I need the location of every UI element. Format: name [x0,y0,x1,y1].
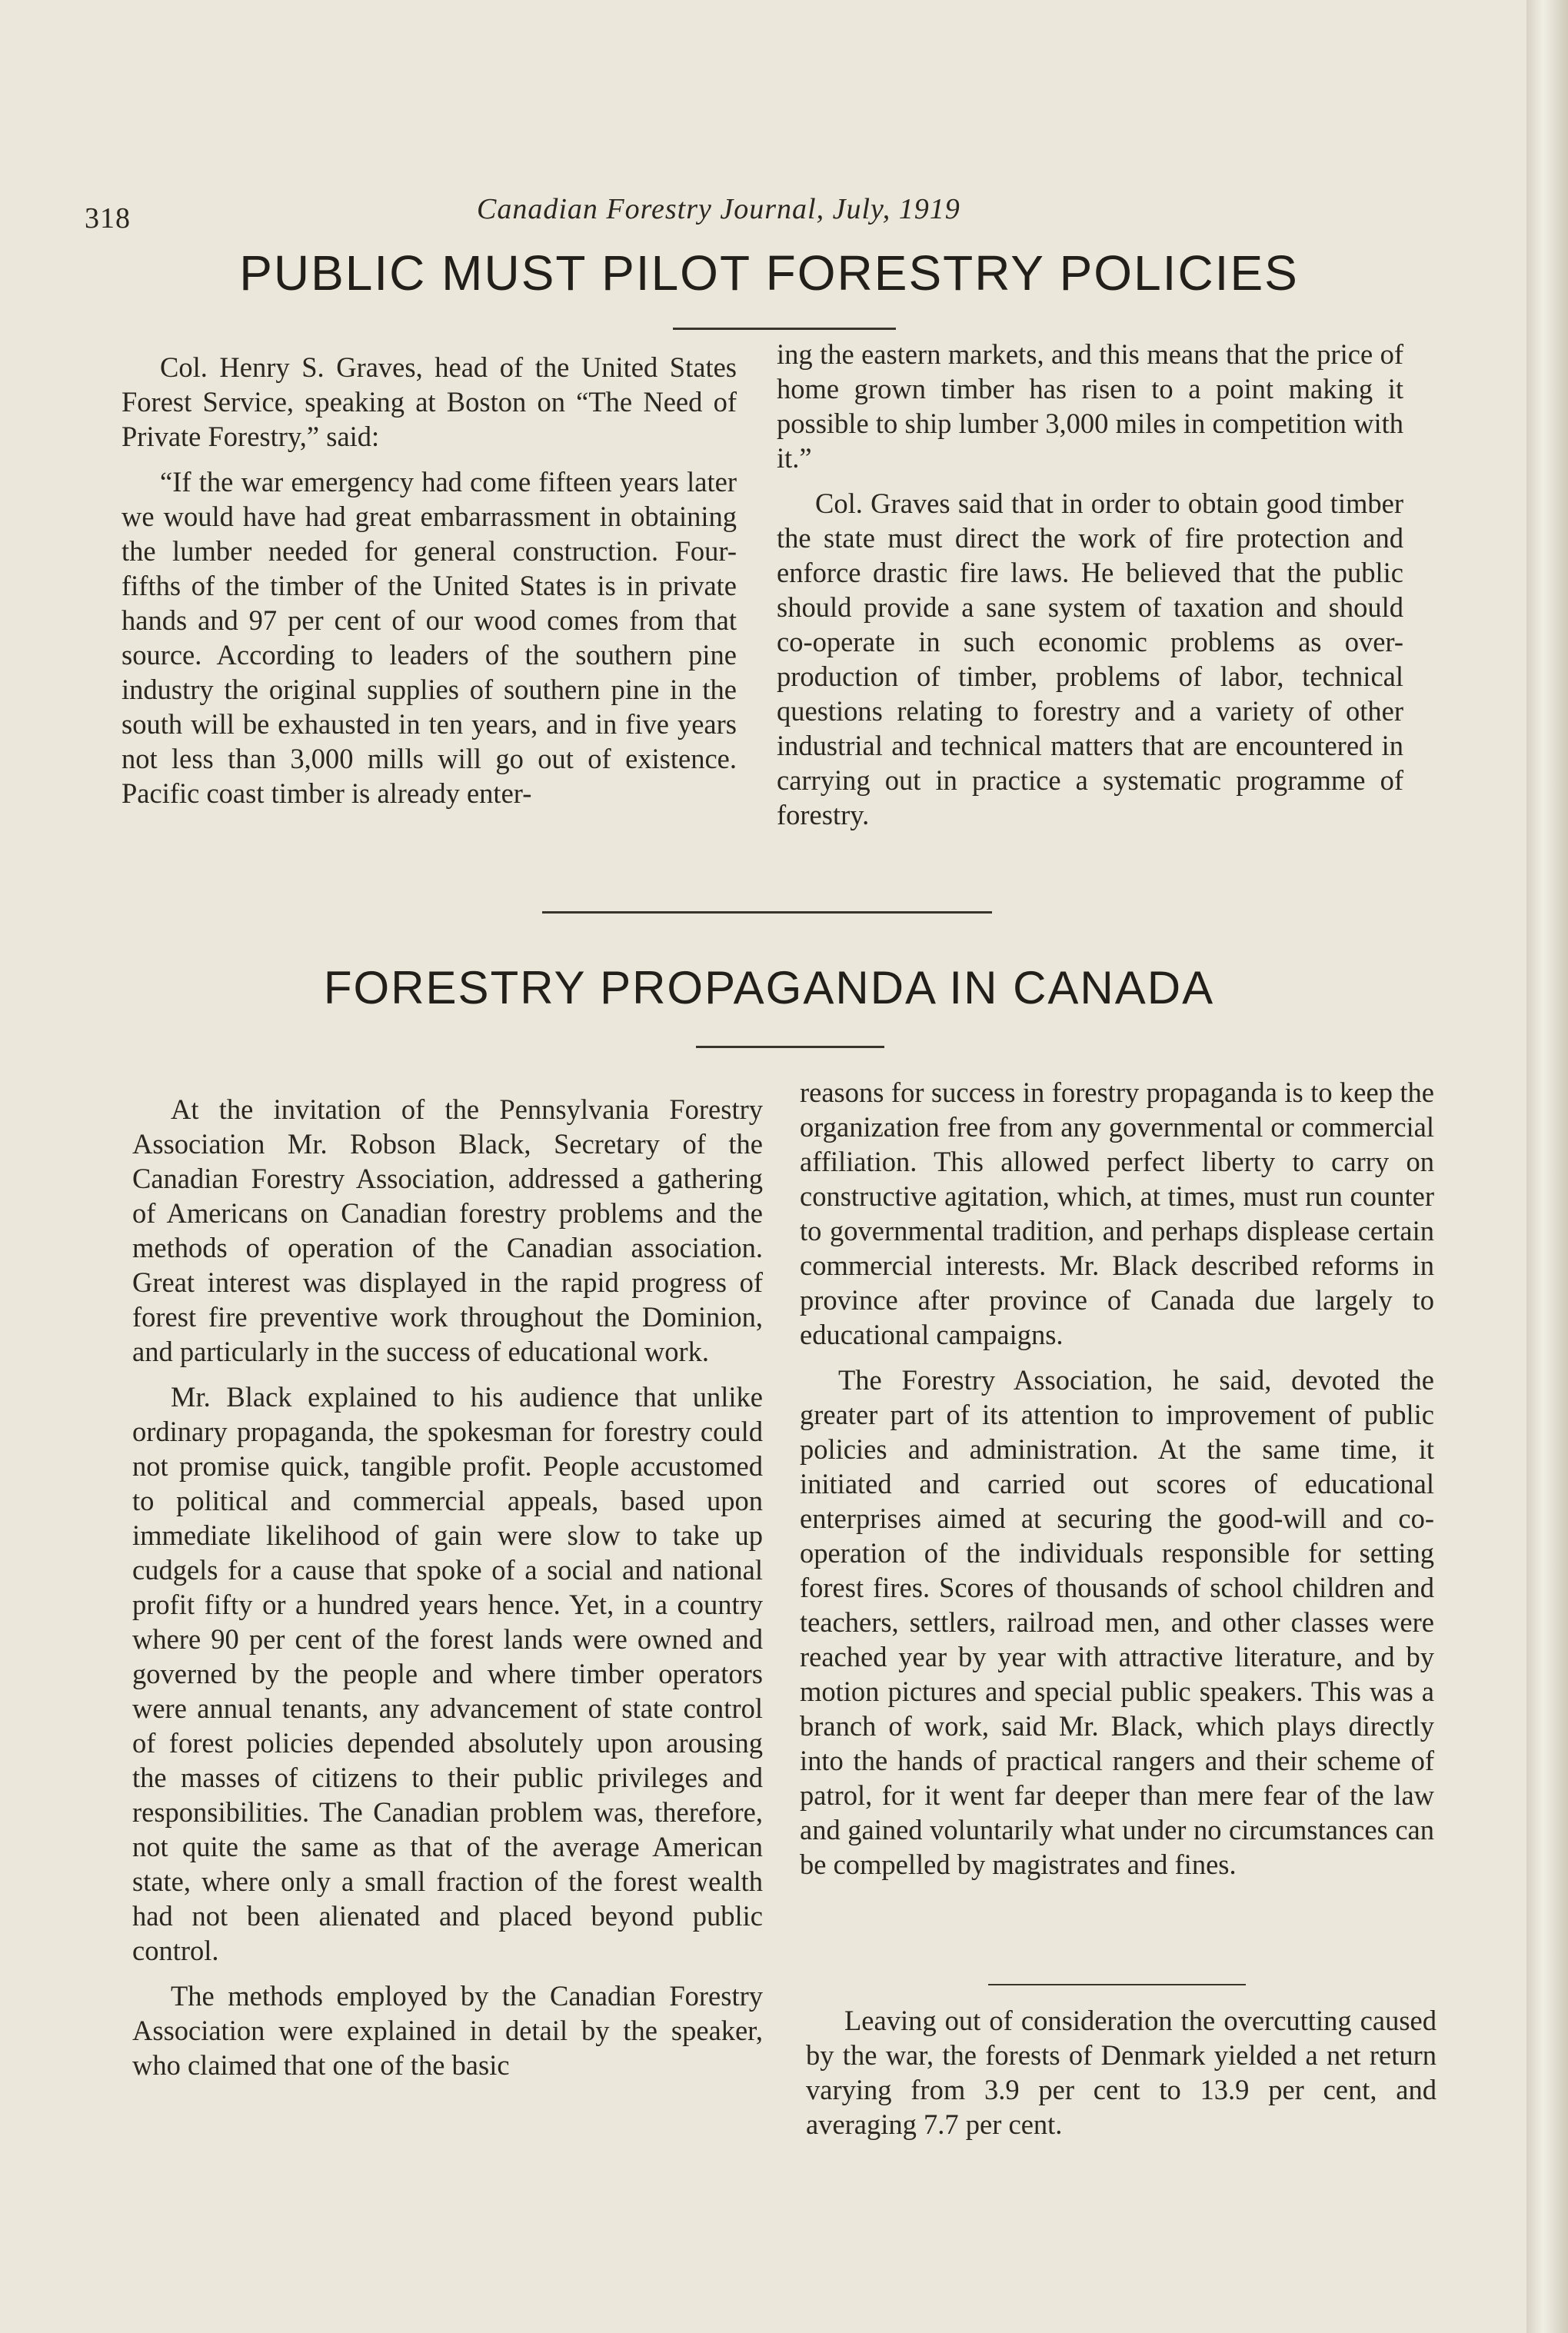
article-2-title: FORESTRY PROPAGANDA IN CANADA [323,962,1215,1013]
article-2-left-column [132,1092,763,2093]
article-2-paragraph: The methods employed by the Canadian Forestry Association were explained in detail by the speaker, who claimed that one of the basic [132,1980,763,2081]
title-rule-2 [696,1046,884,1048]
journal-title: Canadian Forestry Journal, July, 1919 [477,193,960,225]
title-rule-1 [673,328,896,330]
article-1-title: PUBLIC MUST PILOT FORESTRY POLICIES [239,245,1299,301]
article-2-right-column [800,1075,1434,1892]
article-1-paragraph: Col. Graves said that in order to obtain good timber the state must direct the work of fire protection and enforce drastic fire laws. He believed that the public should provide a sane system of taxation and should co-operate in such economic problems as over-production of timber, problems of labor, technical questions relating to forestry and a variety of other industrial and technical matters that are encountered in carrying out in practice a systematic programme of forestry. [777,488,1403,830]
note-paragraph: Leaving out of consideration the overcutting caused by the war, the forests of Denmark yielded a net return varying from 3.9 per cent to 13.9 per cent, and averaging 7.7 per cent. [806,2005,1437,2140]
article-1-paragraph: Col. Henry S. Graves, head of the United States Forest Service, speaking at Boston on “The Need of Private Forestry,” said: [122,351,737,452]
article-2-paragraph: Mr. Black explained to his audience that unlike ordinary propaganda, the spokesman for forestry could not promise quick, tangible profit. People accustomed to political and commercial appeals, based upon immediate likelihood of gain were slow to take up cudgels for a cause that spoke of a social and national profit fifty or a hundred years hence. Yet, in a country where 90 per cent of the forest lands were owned and governed by the people and where timber operators were annual tenants, any advancement of state control of forest policies depended absolutely upon arousing the masses of citizens to their public privileges and responsibilities. The Canadian problem was, therefore, not quite the same as that of the average American state, where only a small fraction of the forest wealth had not been alienated and placed beyond public control. [132,1381,763,1966]
article-2-paragraph: reasons for success in forestry propaganda is to keep the organization free from any governmental or commercial affiliation. This allowed perfect liberty to carry on constructive agitation, which, at times, must run counter to governmental tradition, and perhaps displease certain commercial interests. Mr. Black described reforms in province after province of Canada due largely to educational campaigns. [800,1077,1434,1350]
article-2-paragraph: At the invitation of the Pennsylvania Forestry Association Mr. Robson Black, Secretary of the Canadian Forestry Association, addressed a gathering of Americans on Canadian forestry problems and the methods of operation of the Canadian association. Great interest was displayed in the rapid progress of forest fire preventive work throughout the Dominion, and particularly in the success of educational work. [132,1093,763,1367]
article-1-left-column [122,350,737,821]
note-divider [988,1984,1246,1985]
page-number: 318 [85,202,131,235]
article-2-paragraph: The Forestry Association, he said, devoted the greater part of its attention to improvement of public policies and administration. At the same time, it initiated and carried out scores of educational enterprises aimed at securing the good-will and co-operation of the individuals responsible for setting forest fires. Scores of thousands of school children and teachers, settlers, railroad men, and other classes were reached year by year with attractive literature, and by motion pictures and special public speakers. This was a branch of work, said Mr. Black, which plays directly into the hands of practical rangers and their scheme of patrol, for it went far deeper than mere fear of the law and gained voluntarily what under no circumstances can be compelled by magistrates and fines. [800,1364,1434,1880]
running-head [85,192,1453,238]
page-edge [1526,0,1568,2333]
section-divider [542,911,992,914]
article-1-right-column [777,337,1403,843]
article-1-paragraph: ing the eastern markets, and this means that the price of home grown timber has risen to a point making it possible to ship lumber 3,000 miles in competition with it.” [777,338,1403,474]
article-1-paragraph: “If the war emergency had come fifteen years later we would have had great embarrassment in obtaining the lumber needed for general construction. Four-fifths of the timber of the United States is in private hands and 97 per cent of our wood comes from that source. According to leaders of the southern pine industry the original supplies of southern pine in the south will be exhausted in ten years, and in five years not less than 3,000 mills will go out of existence. Pacific coast timber is already enter- [122,466,737,809]
note-column [806,2003,1437,2152]
